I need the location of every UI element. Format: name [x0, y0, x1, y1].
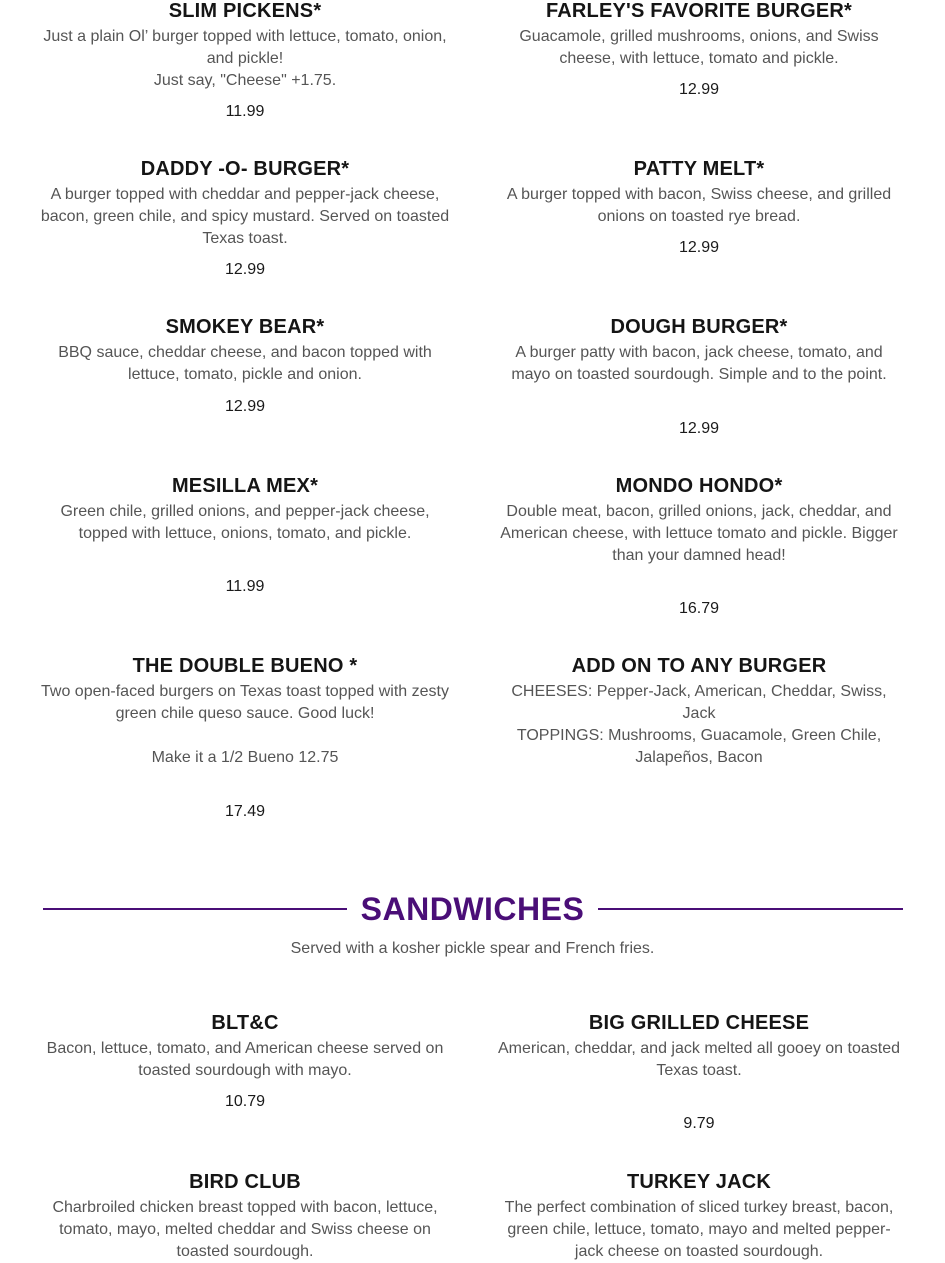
menu-item-double-bueno: [40, 655, 450, 820]
item-price: 12.99: [678, 81, 720, 98]
item-name: FARLEY'S FAVORITE BURGER*: [545, 0, 853, 22]
item-description: Charbroiled chicken breast topped with bacon, lettuce, tomato, mayo, melted cheddar and Swiss cheese on toasted sourdough.: [52, 1199, 438, 1260]
item-description: Bacon, lettuce, tomato, and American cheese served on toasted sourdough with mayo.: [46, 1040, 444, 1079]
item-description: BBQ sauce, cheddar cheese, and bacon topped with lettuce, tomato, pickle and onion.: [58, 344, 432, 383]
item-name: THE DOUBLE BUENO *: [132, 655, 358, 677]
menu-item-patty-melt: [494, 158, 904, 256]
item-price: 12.99: [678, 420, 720, 437]
item-description: Two open-faced burgers on Texas toast topped with zesty green chile queso sauce. Good luck! Make it a 1/2 Bueno 12.75: [41, 683, 449, 766]
item-name: DOUGH BURGER*: [610, 316, 788, 338]
item-price: 12.99: [224, 398, 266, 415]
item-name: PATTY MELT*: [633, 158, 765, 180]
item-price: 17.49: [224, 803, 266, 820]
menu-item-bltc: [40, 1012, 450, 1110]
item-description: Double meat, bacon, grilled onions, jack, cheddar, and American cheese, with lettuce tomato and pickle. Bigger than your damned head!: [500, 503, 898, 564]
item-description: A burger topped with bacon, Swiss cheese, and grilled onions on toasted rye bread.: [506, 186, 892, 225]
menu-item-slim-pickens: [40, 0, 450, 120]
item-name: MESILLA MEX*: [171, 475, 319, 497]
menu-item-daddy-o: [40, 158, 450, 278]
item-description: Guacamole, grilled mushrooms, onions, and Swiss cheese, with lettuce, tomato and pickle.: [519, 28, 879, 67]
item-name: SMOKEY BEAR*: [165, 316, 325, 338]
item-name: DADDY -O- BURGER*: [140, 158, 350, 180]
menu-item-smokey-bear: [40, 316, 450, 415]
menu-item-bird-club: [40, 1171, 450, 1263]
item-price: 9.79: [683, 1115, 715, 1132]
item-description: Just a plain Ol’ burger topped with lettuce, tomato, onion, and pickle! Just say, "Cheese" +1.75.: [43, 28, 447, 89]
item-description: Green chile, grilled onions, and pepper-jack cheese, topped with lettuce, onions, tomato, and pickle.: [60, 503, 430, 542]
item-name: BIG GRILLED CHEESE: [588, 1012, 810, 1034]
menu-item-add-ons: [494, 655, 904, 769]
item-price: 11.99: [225, 578, 265, 595]
item-price: 12.99: [224, 261, 266, 278]
section-title: SANDWICHES: [360, 891, 585, 927]
menu-item-mondo-hondo: [494, 475, 904, 617]
item-description: The perfect combination of sliced turkey breast, bacon, green chile, lettuce, tomato, mayo and melted pepper-jack cheese on toasted sourdough.: [504, 1199, 894, 1260]
item-name: MONDO HONDO*: [615, 475, 783, 497]
menu-item-farleys-favorite: [494, 0, 904, 98]
menu-item-dough-burger: [494, 316, 904, 437]
item-description: American, cheddar, and jack melted all gooey on toasted Texas toast.: [497, 1040, 901, 1079]
menu-item-mesilla-mex: [40, 475, 450, 595]
item-description: CHEESES: Pepper-Jack, American, Cheddar, Swiss, Jack TOPPINGS: Mushrooms, Guacamole, Green Chile, Jalapeños, Bacon: [511, 683, 887, 766]
item-price: 11.99: [225, 103, 265, 120]
item-name: SLIM PICKENS*: [168, 0, 322, 22]
item-name: BLT&C: [211, 1012, 279, 1034]
menu-item-big-grilled-cheese: [494, 1012, 904, 1132]
item-price: 10.79: [224, 1093, 266, 1110]
menu-item-turkey-jack: [494, 1171, 904, 1263]
item-name: ADD ON TO ANY BURGER: [571, 655, 827, 677]
item-name: BIRD CLUB: [189, 1171, 301, 1193]
section-subtitle: Served with a kosher pickle spear and French fries.: [290, 940, 655, 957]
item-description: A burger patty with bacon, jack cheese, tomato, and mayo on toasted sourdough. Simple and to the point.: [511, 344, 887, 383]
item-description: A burger topped with cheddar and pepper-jack cheese, bacon, green chile, and spicy mustard. Served on toasted Texas toast.: [40, 186, 450, 247]
item-name: TURKEY JACK: [626, 1171, 772, 1193]
item-price: 12.99: [678, 239, 720, 256]
item-price: 16.79: [678, 600, 720, 617]
